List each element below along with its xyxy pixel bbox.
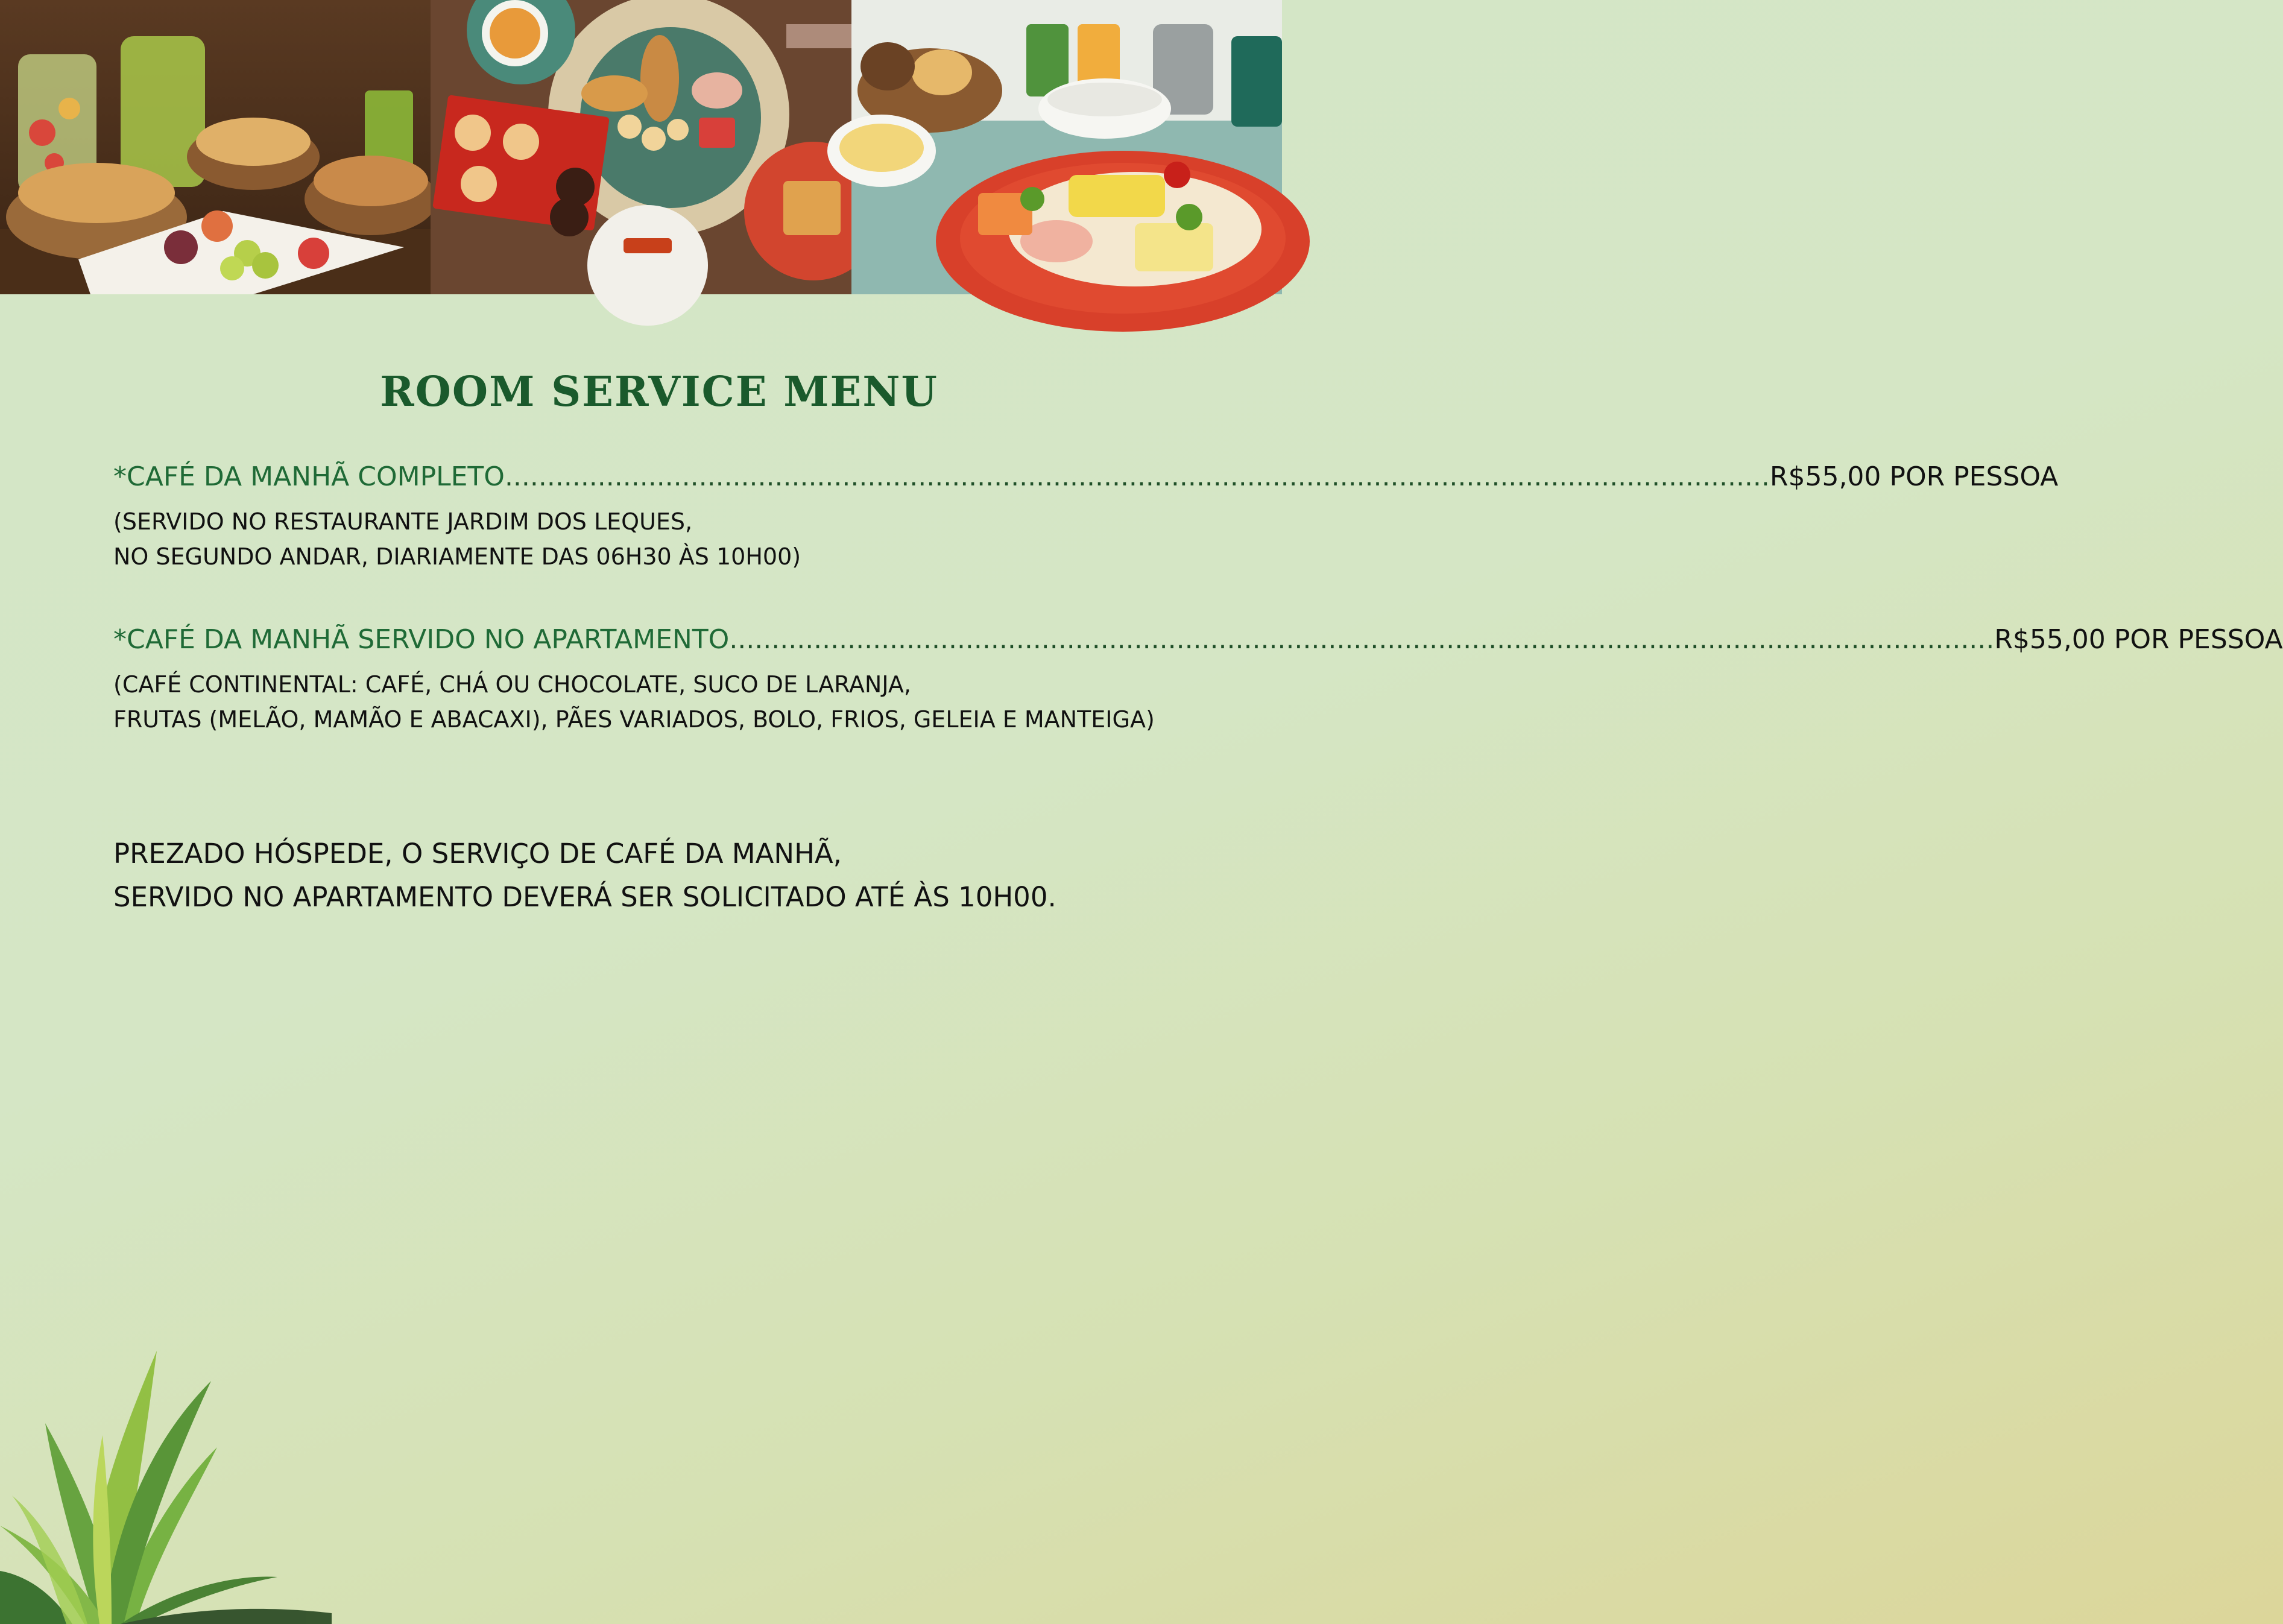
breakfast-table-photo <box>431 0 851 294</box>
description-line: FRUTAS (MELÃO, MAMÃO E ABACAXI), PÃES VARIADOS, BOLO, FRIOS, GELEIA E MANTEIGA) <box>113 706 1155 733</box>
description-line: (SERVIDO NO RESTAURANTE JARDIM DOS LEQUES, <box>113 508 693 535</box>
description-line: NO SEGUNDO ANDAR, DIARIAMENTE DAS 06H30 ÀS 10H00) <box>113 543 801 570</box>
menu-item-description <box>113 667 1169 737</box>
notice-line: SERVIDO NO APARTAMENTO DEVERÁ SER SOLICITADO ATÉ ÀS 10H00. <box>113 881 1056 913</box>
dot-leader: ...................................................................................................................................................... <box>504 461 1770 492</box>
guest-notice <box>113 832 1056 919</box>
menu-item-name: *CAFÉ DA MANHÃ SERVIDO NO APARTAMENTO <box>113 624 730 655</box>
dot-leader: ...................................................................................................................................................... <box>729 624 1995 655</box>
header-photo-strip <box>0 0 1282 294</box>
menu-item-line <box>113 461 2059 492</box>
menu-item-name: *CAFÉ DA MANHÃ COMPLETO <box>113 461 505 492</box>
menu-item-room-breakfast <box>113 624 2283 737</box>
fruit-plate-tea-photo <box>851 0 1282 294</box>
description-line: (CAFÉ CONTINENTAL: CAFÉ, CHÁ OU CHOCOLATE, SUCO DE LARANJA, <box>113 671 911 698</box>
menu-item-full-breakfast <box>113 461 2059 574</box>
notice-line: PREZADO HÓSPEDE, O SERVIÇO DE CAFÉ DA MANHÃ, <box>113 838 842 870</box>
watercolor-plant-illustration <box>0 1345 338 1624</box>
menu-item-price: R$55,00 POR PESSOA <box>1769 461 2059 492</box>
menu-item-price: R$55,00 POR PESSOA <box>1994 624 2283 655</box>
menu-item-line <box>113 624 2283 655</box>
page-title: ROOM SERVICE MENU <box>380 368 938 416</box>
menu-item-description <box>113 504 1169 574</box>
juice-pastries-fruit-photo <box>0 0 431 294</box>
